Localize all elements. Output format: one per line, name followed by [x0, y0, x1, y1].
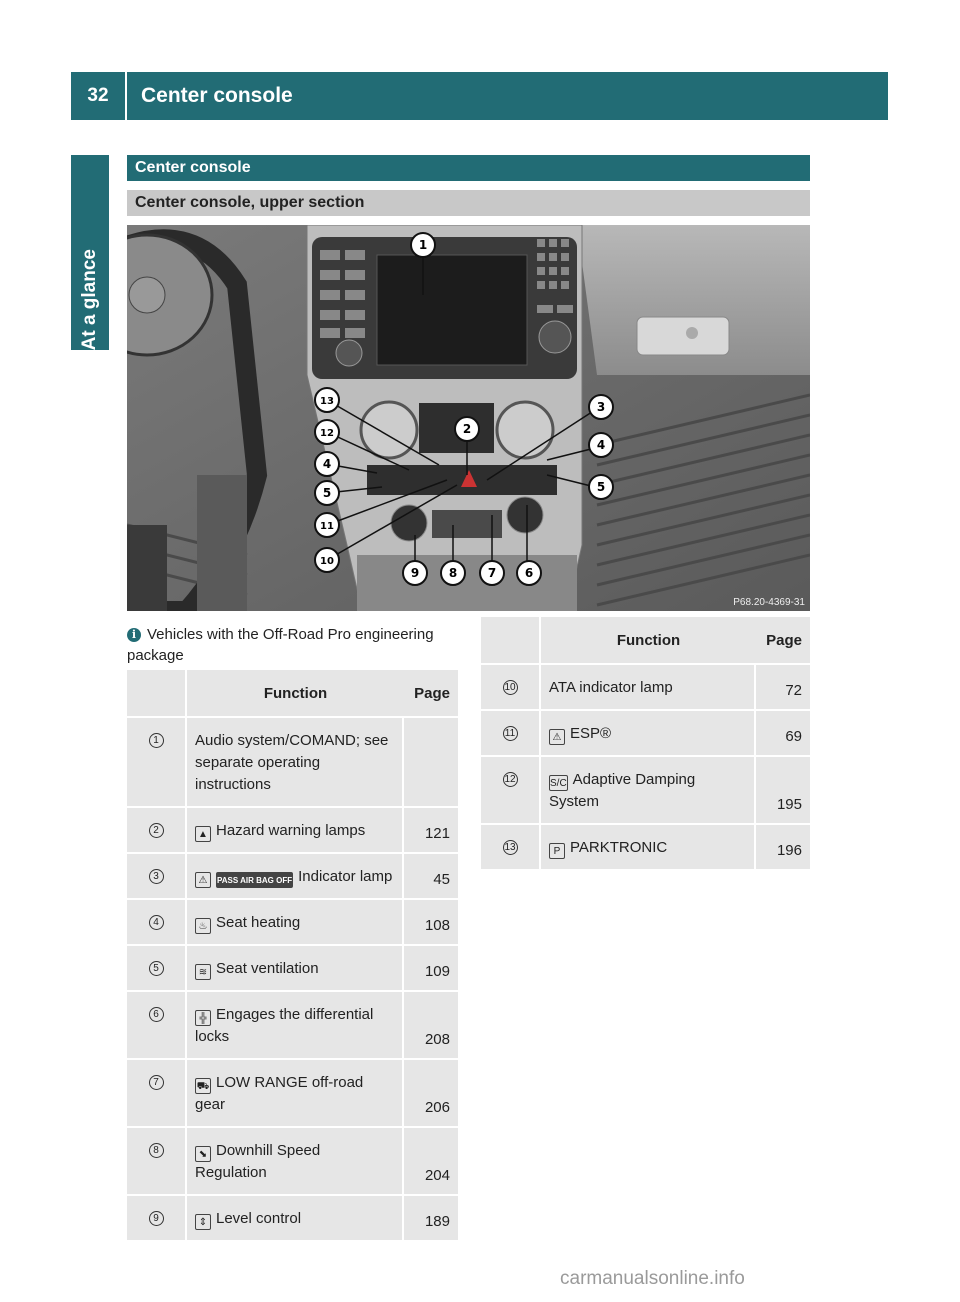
row-number: 8 [149, 1143, 164, 1158]
callout-9 [403, 561, 427, 585]
callout-6 [517, 561, 541, 585]
svg-text:9: 9 [410, 566, 420, 580]
page-number: 32 [71, 72, 127, 120]
svg-text:1: 1 [418, 238, 428, 252]
svg-text:6: 6 [524, 566, 534, 580]
seat-heating-icon: ♨ [195, 918, 211, 934]
function-text: Hazard warning lamps [216, 822, 366, 839]
row-number: 6 [149, 1007, 164, 1022]
page-ref: 196 [756, 825, 810, 871]
row-number: 10 [504, 682, 516, 693]
differential-lock-icon: ╬ [195, 1010, 211, 1026]
esp-off-icon: ⚠ [549, 729, 565, 745]
section-title: Center console [127, 155, 810, 181]
callout-5-right [589, 475, 613, 499]
col-page: Page [756, 617, 810, 665]
pass-airbag-off-label: PASS AIR BAG OFF [216, 872, 293, 888]
seat-ventilation-icon: ≋ [195, 964, 211, 980]
row-number: 9 [149, 1211, 164, 1226]
page-ref: 206 [404, 1060, 458, 1128]
svg-text:8: 8 [448, 566, 458, 580]
row-number: 12 [504, 774, 516, 785]
low-range-icon: ⛟ [195, 1078, 211, 1094]
callout-2 [455, 417, 479, 441]
note-text: Vehicles with the Off-Road Pro engineering package [127, 626, 434, 664]
callout-4-right [589, 433, 613, 457]
col-page: Page [404, 670, 458, 718]
col-function: Function [187, 670, 404, 718]
table-row [127, 946, 458, 992]
row-number: 13 [504, 842, 516, 853]
row-number: 5 [149, 961, 164, 976]
callout-12 [315, 420, 339, 444]
hazard-warning-icon: ▲ [195, 826, 211, 842]
page-ref [404, 718, 458, 808]
svg-text:13: 13 [320, 396, 334, 407]
table-row [481, 711, 810, 757]
table-row [127, 1060, 458, 1128]
table-row [127, 900, 458, 946]
page-ref: 109 [404, 946, 458, 992]
function-text: ATA indicator lamp [549, 679, 673, 696]
svg-text:5: 5 [596, 480, 606, 494]
svg-text:3: 3 [596, 400, 606, 414]
page-ref: 69 [756, 711, 810, 757]
table-row [127, 718, 458, 808]
function-text: Seat heating [216, 914, 301, 931]
callout-3 [589, 395, 613, 419]
page-ref: 72 [756, 665, 810, 711]
col-function: Function [541, 617, 756, 665]
center-console-photo [127, 225, 810, 611]
level-control-icon: ⇕ [195, 1214, 211, 1230]
row-number: 2 [149, 823, 164, 838]
svg-text:12: 12 [320, 428, 334, 439]
table-row [481, 757, 810, 825]
callout-5-left [315, 481, 339, 505]
row-number: 11 [503, 726, 518, 741]
function-text: Level control [216, 1210, 302, 1227]
callout-13 [315, 388, 339, 412]
info-icon: i [127, 628, 141, 642]
table-row [127, 1196, 458, 1242]
callout-8 [441, 561, 465, 585]
page-ref: 121 [404, 808, 458, 854]
page-ref: 208 [404, 992, 458, 1060]
table-row [481, 665, 810, 711]
function-text: Engages the differential locks [195, 1006, 374, 1045]
callout-4-left [315, 452, 339, 476]
table-row [127, 992, 458, 1060]
function-text: ESP® [570, 725, 612, 742]
svg-text:4: 4 [322, 457, 332, 471]
svg-text:4: 4 [596, 438, 606, 452]
svg-text:5: 5 [322, 486, 332, 500]
header-title: Center console [141, 84, 293, 107]
function-text: Indicator lamp [298, 868, 393, 885]
sport-comf-icon: S/C [549, 775, 568, 791]
footer-watermark: carmanualsonline.info [560, 1268, 745, 1289]
section-subtitle: Center console, upper section [127, 190, 810, 216]
svg-text:11: 11 [320, 521, 334, 532]
info-note [127, 624, 447, 666]
function-text: Audio system/COMAND; see separate operating instructions [195, 732, 389, 793]
page-ref: 195 [756, 757, 810, 825]
table-row [127, 1128, 458, 1196]
callout-7 [480, 561, 504, 585]
svg-text:7: 7 [487, 566, 497, 580]
table-row [481, 825, 810, 871]
svg-text:10: 10 [320, 556, 334, 567]
function-table-left [127, 670, 458, 1242]
page-ref: 204 [404, 1128, 458, 1196]
table-row [127, 808, 458, 854]
row-number: 3 [149, 869, 164, 884]
callout-11 [315, 513, 339, 537]
passenger-airbag-off-icon: ⚠ [195, 872, 211, 888]
callout-10 [315, 548, 339, 572]
page-ref: 108 [404, 900, 458, 946]
callout-1 [411, 233, 435, 257]
row-number: 4 [149, 915, 164, 930]
row-number: 7 [149, 1075, 164, 1090]
function-text: Adaptive Damping System [549, 771, 696, 810]
sidebar-label: At a glance [79, 248, 100, 350]
downhill-speed-icon: ⬊ [195, 1146, 211, 1162]
parktronic-off-icon: P [549, 843, 565, 859]
page-ref: 45 [404, 854, 458, 900]
page-ref: 189 [404, 1196, 458, 1242]
svg-text:2: 2 [462, 422, 472, 436]
function-text: LOW RANGE off-road gear [195, 1074, 364, 1113]
function-text: Downhill Speed Regulation [195, 1142, 321, 1181]
function-table-right [481, 617, 810, 871]
function-text: Seat ventilation [216, 960, 319, 977]
photo-code: P68.20-4369-31 [733, 597, 805, 608]
row-number: 1 [149, 733, 164, 748]
table-row [127, 854, 458, 900]
function-text: PARKTRONIC [570, 839, 668, 856]
